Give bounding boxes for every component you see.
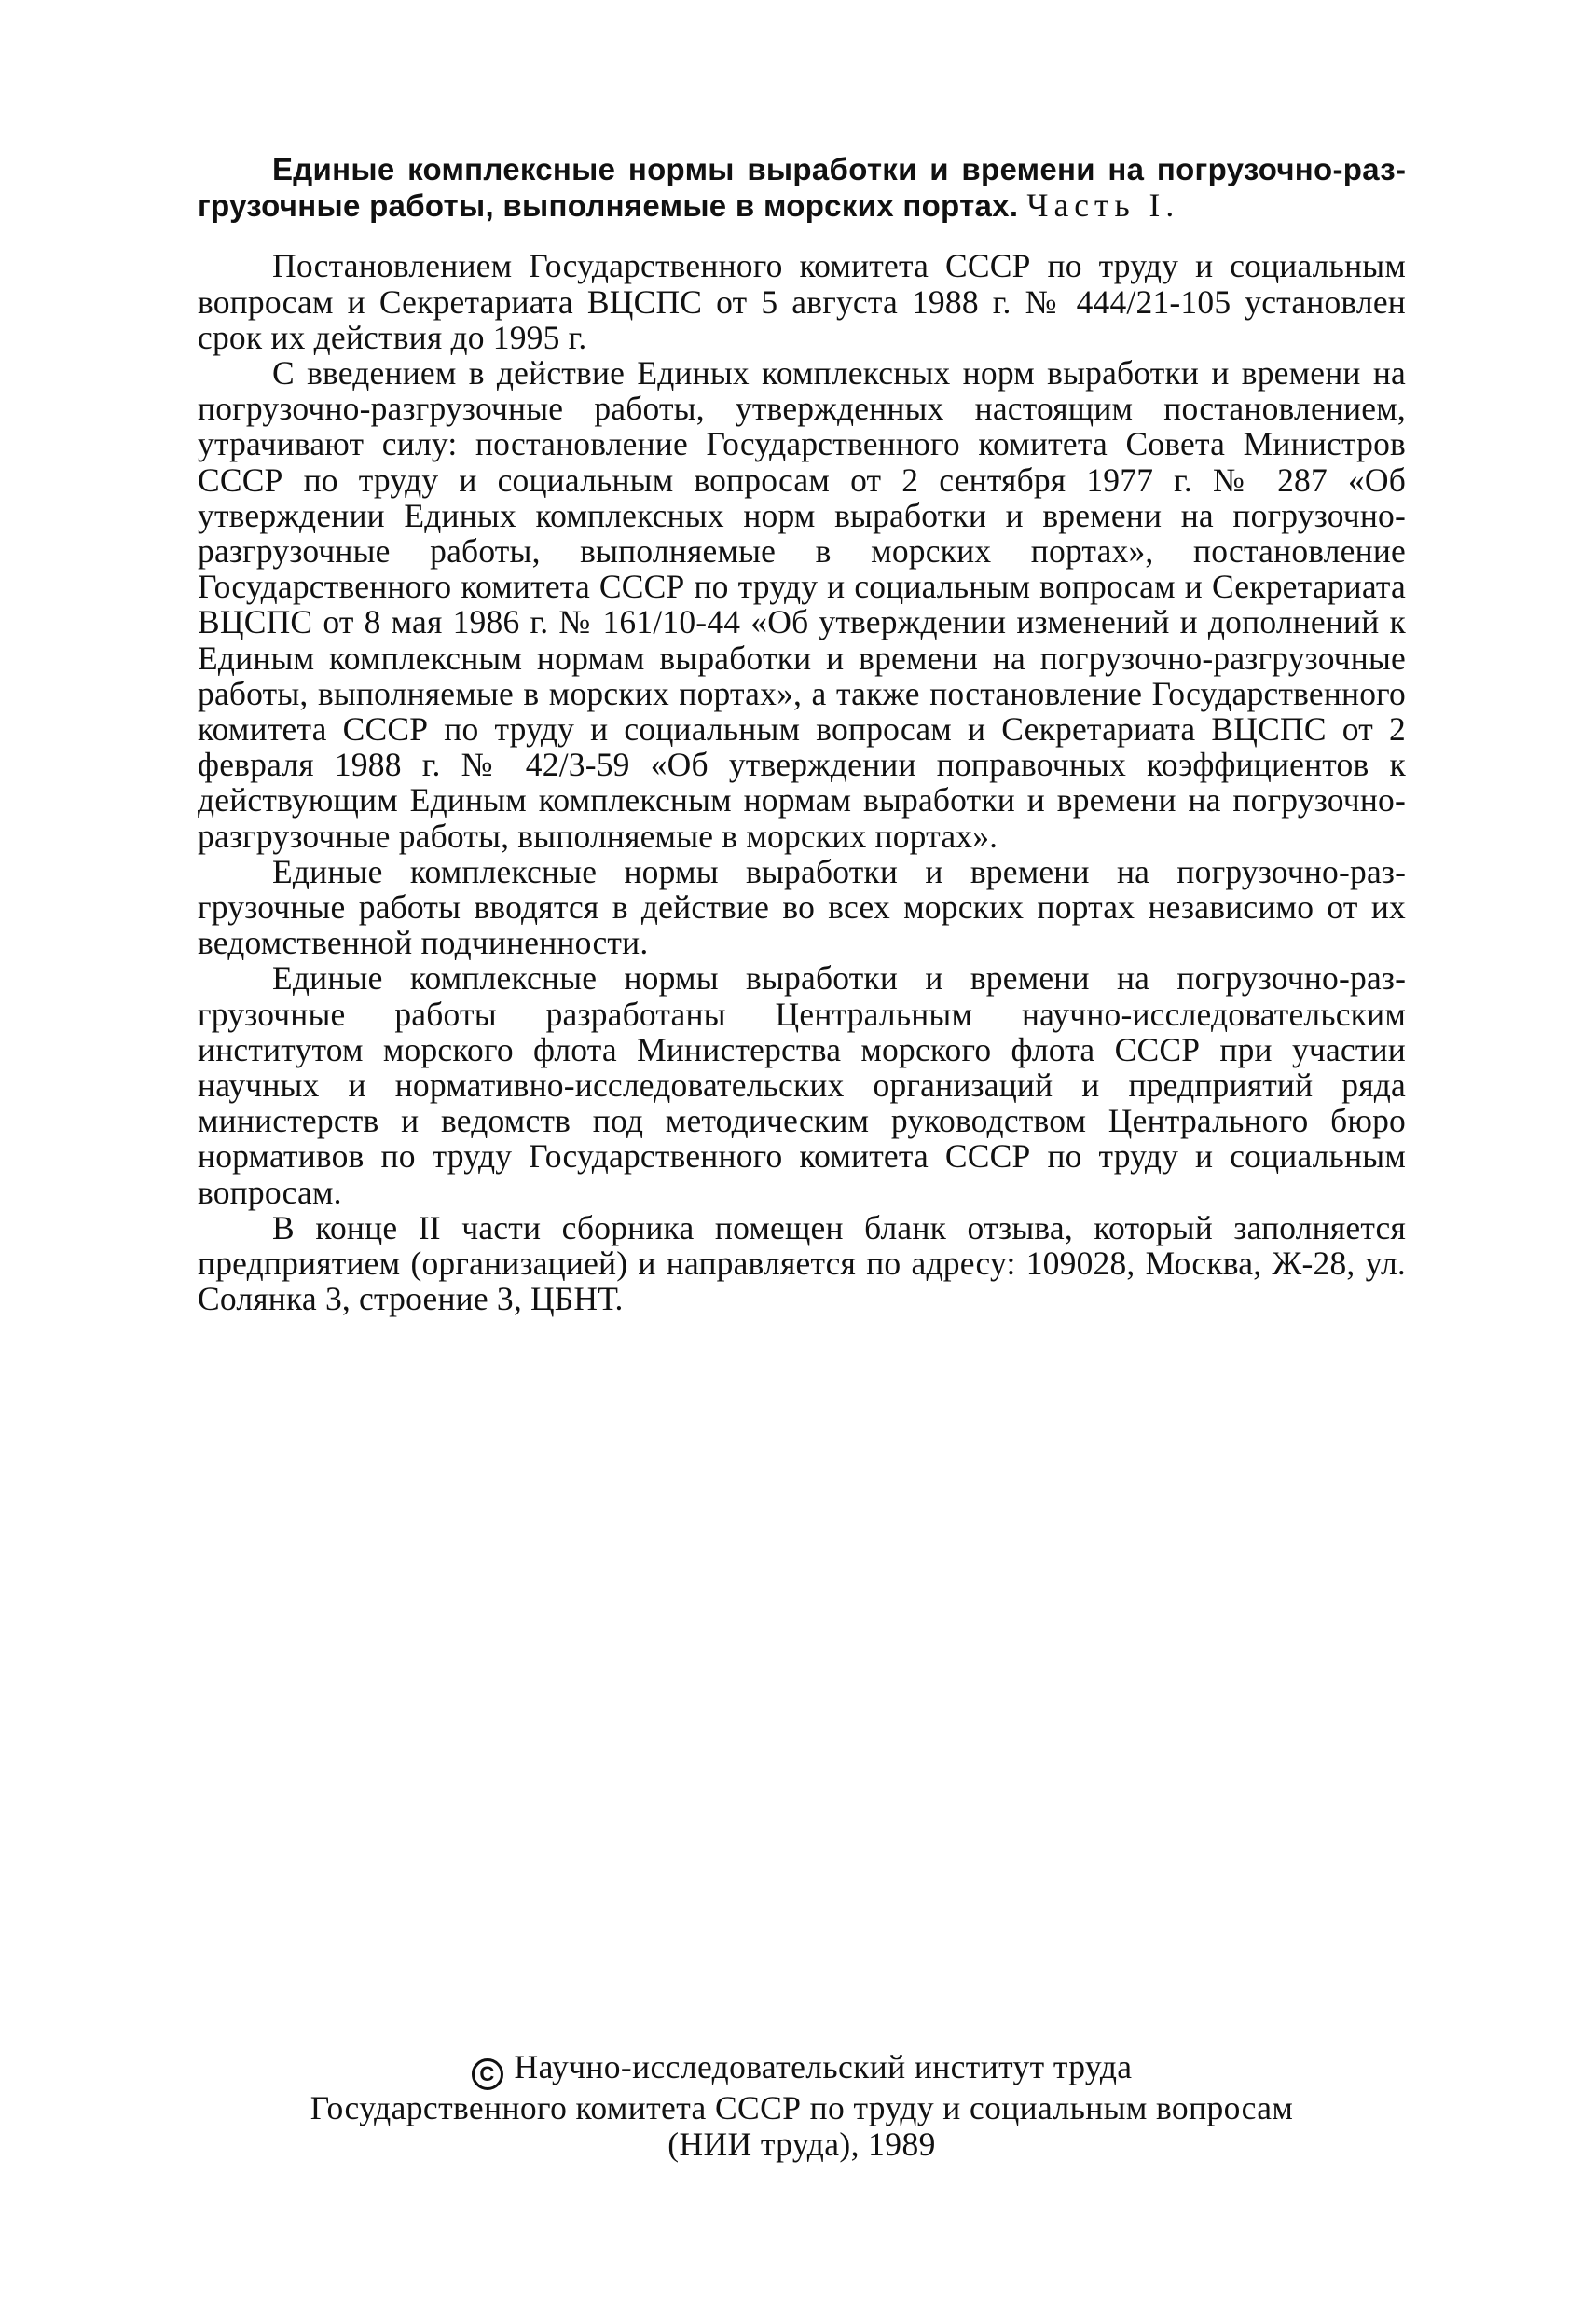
copyright-footer	[198, 2049, 1406, 2163]
paragraph-repealed-acts: С введением в действие Единых комплексных норм выработки и времени на погрузочно-разгрузочные работы, утвержденных настоящим постановлением, утрачивают силу: постановление Государственного комитета Совета Министров СССР по труду и социальным вопросам от 2 сентября 1977 г. № 287 «Об утверждении Единых комплексных норм выработки и времени на погрузочно-разгрузочные работы, выполняемые в морских портах», постановление Государственного комитета СССР по труду и социальным вопросам и Секретариата ВЦСПС от 8 мая 1986 г. № 161/10-44 «Об утверждении изменений и дополнений к Единым комплексным нормам выработки и времени на погрузочно-разгрузочные работы, выполняемые в морских портах», а также постановление Государственного комитета СССР по труду и социальным вопросам и Секретариата ВЦСПС от 2 февраля 1988 г. № 42/3-59 «Об утверждении поправочных коэффициентов к действующим Единым комплексным нормам выработки и времени на погрузочно-разгрузочные работы, выполняемые в морских портах».	[198, 354, 1406, 855]
document-title: Единые комплексные нормы выработки и времени на погрузочно-разгрузочные работы, выполняемые в морских портах.	[198, 152, 1406, 224]
title-paragraph	[198, 151, 1406, 224]
footer-line-2: Государственного комитета СССР по труду и социальным вопросам	[310, 2089, 1294, 2126]
footer-institute: Научно-исследовательский институт труда	[514, 2048, 1133, 2085]
document-part-label: Часть I.	[1026, 186, 1180, 225]
document-body	[198, 151, 1406, 1317]
footer-line-1	[198, 2049, 1406, 2090]
copyright-icon: C	[472, 2058, 503, 2090]
paragraph-feedback-address: В конце II части сборника помещен бланк отзыва, который заполняется предприятием (организацией) и направляется по адресу: 109028, Москва, Ж-28, ул. Солянка 3, строение 3, ЦБНТ.	[198, 1208, 1406, 1318]
footer-line-3: (НИИ труда), 1989	[667, 2126, 936, 2163]
paragraph-validity: Постановлением Государственного комитета СССР по труду и социальным вопросам и Секретариата ВЦСПС от 5 августа 1988 г. № 444/21-105 установлен срок их действия до 1995 г.	[198, 247, 1406, 356]
paragraph-scope: Единые комплексные нормы выработки и времени на погрузочно-разгрузочные работы вводятся в действие во всех морских портах независимо от их ведомственной подчиненности.	[198, 852, 1406, 962]
paragraph-developers: Единые комплексные нормы выработки и времени на погрузочно-разгрузочные работы разработаны Центральным научно-исследовательским институтом морского флота Министерства морского флота СССР при участии научных и нормативно-исследовательских организаций и предприятий ряда министерств и ведомств под методическим руководством Центрального бюро нормативов по труду Государственного комитета СССР по труду и социальным вопросам.	[198, 959, 1406, 1211]
